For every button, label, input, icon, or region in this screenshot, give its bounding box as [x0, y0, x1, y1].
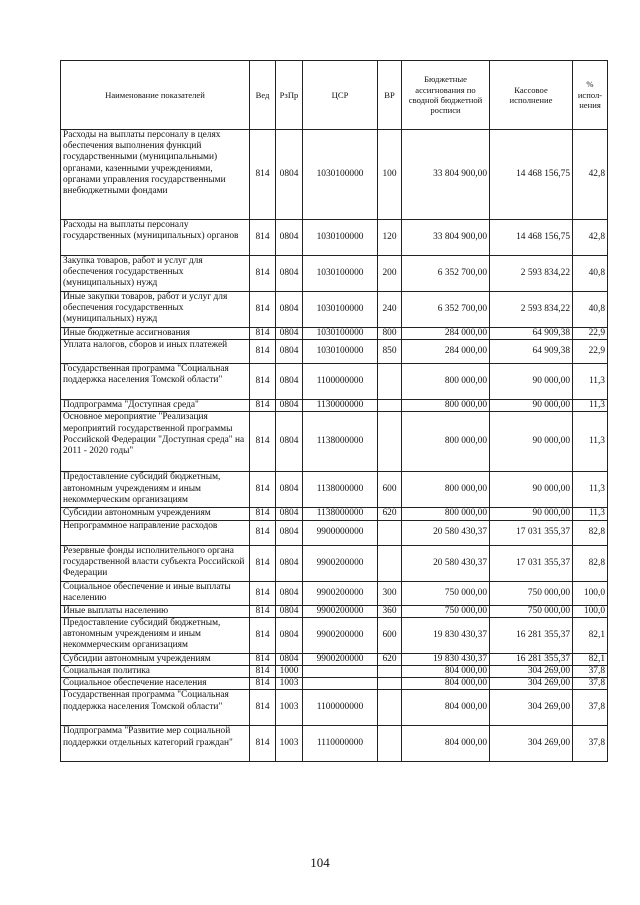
row-cash: 14 468 156,75 — [490, 220, 573, 256]
header-percent: % испол-нения — [573, 61, 608, 130]
row-ved: 814 — [250, 545, 276, 581]
row-budget: 804 000,00 — [402, 726, 490, 762]
row-cash: 16 281 355,37 — [490, 653, 573, 665]
header-cash: Кассовое исполнение — [490, 61, 573, 130]
row-cash: 17 031 355,37 — [490, 545, 573, 581]
row-ved: 814 — [250, 364, 276, 400]
row-percent: 82,8 — [573, 520, 608, 545]
table-row — [61, 220, 608, 256]
row-vr: 850 — [378, 340, 402, 364]
table-body — [61, 130, 608, 762]
row-csr: 1030100000 — [303, 130, 378, 220]
row-csr: 1100000000 — [303, 364, 378, 400]
row-vr: 620 — [378, 508, 402, 520]
row-ved: 814 — [250, 678, 276, 690]
row-vr — [378, 520, 402, 545]
row-cash: 64 909,38 — [490, 340, 573, 364]
row-vr — [378, 690, 402, 726]
row-rzpr: 0804 — [276, 328, 303, 340]
row-vr: 200 — [378, 256, 402, 292]
header-name: Наименование показателей — [61, 61, 250, 130]
row-budget: 750 000,00 — [402, 605, 490, 617]
row-name: Непрограммное направление расходов — [61, 520, 250, 545]
row-ved: 814 — [250, 690, 276, 726]
table-row — [61, 328, 608, 340]
row-vr: 620 — [378, 653, 402, 665]
row-name: Государственная программа "Социальная поддержка населения Томской области" — [61, 364, 250, 400]
row-name: Основное мероприятие "Реализация мероприятий государственной программы Российской Федерации "Доступная среда" на 2011 - 2020 годы" — [61, 412, 250, 472]
row-ved: 814 — [250, 220, 276, 256]
row-cash: 16 281 355,37 — [490, 617, 573, 653]
row-budget: 33 804 900,00 — [402, 220, 490, 256]
row-ved: 814 — [250, 520, 276, 545]
row-csr: 1130000000 — [303, 400, 378, 412]
table-row — [61, 400, 608, 412]
row-csr: 9900200000 — [303, 605, 378, 617]
row-cash: 17 031 355,37 — [490, 520, 573, 545]
table-row — [61, 508, 608, 520]
row-vr — [378, 412, 402, 472]
row-cash: 90 000,00 — [490, 412, 573, 472]
row-rzpr: 0804 — [276, 340, 303, 364]
row-cash: 304 269,00 — [490, 726, 573, 762]
row-ved: 814 — [250, 292, 276, 328]
row-csr: 1030100000 — [303, 340, 378, 364]
row-csr: 1030100000 — [303, 256, 378, 292]
row-csr: 9900200000 — [303, 545, 378, 581]
row-budget: 19 830 430,37 — [402, 617, 490, 653]
row-ved: 814 — [250, 605, 276, 617]
row-ved: 814 — [250, 412, 276, 472]
row-ved: 814 — [250, 581, 276, 605]
header-csr: ЦСР — [303, 61, 378, 130]
row-cash: 2 593 834,22 — [490, 256, 573, 292]
row-ved: 814 — [250, 508, 276, 520]
row-csr — [303, 666, 378, 678]
row-name: Резервные фонды исполнительного органа государственной власти субъекта Российской Федерации — [61, 545, 250, 581]
row-vr — [378, 364, 402, 400]
row-vr — [378, 678, 402, 690]
row-budget: 6 352 700,00 — [402, 292, 490, 328]
row-name: Социальная политика — [61, 666, 250, 678]
row-ved: 814 — [250, 328, 276, 340]
table-row — [61, 412, 608, 472]
row-vr: 300 — [378, 581, 402, 605]
row-csr: 1110000000 — [303, 726, 378, 762]
row-rzpr: 0804 — [276, 472, 303, 508]
budget-execution-table — [60, 60, 608, 762]
row-csr: 1138000000 — [303, 508, 378, 520]
row-csr: 9900200000 — [303, 653, 378, 665]
row-name: Закупка товаров, работ и услуг для обеспечения государственных (муниципальных) нужд — [61, 256, 250, 292]
row-percent: 11,3 — [573, 412, 608, 472]
row-rzpr: 1003 — [276, 690, 303, 726]
table-row — [61, 292, 608, 328]
row-name: Расходы на выплаты персоналу государственных (муниципальных) органов — [61, 220, 250, 256]
row-percent: 82,8 — [573, 545, 608, 581]
row-budget: 20 580 430,37 — [402, 545, 490, 581]
row-vr — [378, 400, 402, 412]
row-budget: 804 000,00 — [402, 690, 490, 726]
row-budget: 20 580 430,37 — [402, 520, 490, 545]
row-ved: 814 — [250, 726, 276, 762]
row-percent: 42,8 — [573, 130, 608, 220]
row-cash: 90 000,00 — [490, 364, 573, 400]
row-budget: 284 000,00 — [402, 340, 490, 364]
row-vr: 360 — [378, 605, 402, 617]
row-csr: 1138000000 — [303, 472, 378, 508]
row-csr: 1030100000 — [303, 292, 378, 328]
row-rzpr: 0804 — [276, 292, 303, 328]
row-vr — [378, 726, 402, 762]
row-rzpr: 1003 — [276, 726, 303, 762]
row-rzpr: 0804 — [276, 520, 303, 545]
row-rzpr: 0804 — [276, 581, 303, 605]
table-row — [61, 617, 608, 653]
row-rzpr: 0804 — [276, 220, 303, 256]
table-row — [61, 472, 608, 508]
row-budget: 19 830 430,37 — [402, 653, 490, 665]
row-budget: 800 000,00 — [402, 364, 490, 400]
row-cash: 90 000,00 — [490, 472, 573, 508]
row-budget: 284 000,00 — [402, 328, 490, 340]
row-csr: 9900000000 — [303, 520, 378, 545]
row-percent: 82,1 — [573, 617, 608, 653]
table-header — [61, 61, 608, 130]
row-ved: 814 — [250, 130, 276, 220]
row-percent: 22,9 — [573, 340, 608, 364]
row-cash: 304 269,00 — [490, 690, 573, 726]
row-rzpr: 0804 — [276, 256, 303, 292]
row-rzpr: 0804 — [276, 130, 303, 220]
row-percent: 42,8 — [573, 220, 608, 256]
row-percent: 37,8 — [573, 678, 608, 690]
row-name: Социальное обеспечение населения — [61, 678, 250, 690]
row-rzpr: 0804 — [276, 653, 303, 665]
row-rzpr: 1000 — [276, 666, 303, 678]
table-row — [61, 340, 608, 364]
row-budget: 750 000,00 — [402, 581, 490, 605]
row-budget: 800 000,00 — [402, 400, 490, 412]
table-row — [61, 581, 608, 605]
row-rzpr: 0804 — [276, 508, 303, 520]
row-rzpr: 0804 — [276, 400, 303, 412]
row-budget: 804 000,00 — [402, 666, 490, 678]
row-rzpr: 0804 — [276, 412, 303, 472]
row-name: Расходы на выплаты персоналу в целях обеспечения выполнения функций государственными (муниципальными) органами, казенными учреждениями, органами управления государственными внебюджетными фондами — [61, 130, 250, 220]
row-cash: 2 593 834,22 — [490, 292, 573, 328]
row-cash: 750 000,00 — [490, 605, 573, 617]
row-percent: 11,3 — [573, 508, 608, 520]
row-csr: 1138000000 — [303, 412, 378, 472]
row-name: Социальное обеспечение и иные выплаты населению — [61, 581, 250, 605]
row-cash: 90 000,00 — [490, 508, 573, 520]
table-row — [61, 678, 608, 690]
row-percent: 11,3 — [573, 364, 608, 400]
row-name: Уплата налогов, сборов и иных платежей — [61, 340, 250, 364]
header-budget: Бюджетные ассигнования по сводной бюджетной росписи — [402, 61, 490, 130]
row-percent: 100,0 — [573, 605, 608, 617]
row-name: Иные закупки товаров, работ и услуг для обеспечения государственных (муниципальных) нужд — [61, 292, 250, 328]
row-name: Государственная программа "Социальная поддержка населения Томской области" — [61, 690, 250, 726]
row-csr: 1030100000 — [303, 220, 378, 256]
row-csr: 9900200000 — [303, 581, 378, 605]
row-percent: 11,3 — [573, 400, 608, 412]
row-budget: 800 000,00 — [402, 412, 490, 472]
table-row — [61, 364, 608, 400]
row-rzpr: 0804 — [276, 605, 303, 617]
row-budget: 800 000,00 — [402, 508, 490, 520]
table-row — [61, 545, 608, 581]
row-ved: 814 — [250, 617, 276, 653]
row-ved: 814 — [250, 340, 276, 364]
row-ved: 814 — [250, 400, 276, 412]
row-cash: 750 000,00 — [490, 581, 573, 605]
row-percent: 37,8 — [573, 666, 608, 678]
row-name: Иные бюджетные ассигнования — [61, 328, 250, 340]
row-cash: 304 269,00 — [490, 678, 573, 690]
row-percent: 22,9 — [573, 328, 608, 340]
row-percent: 40,8 — [573, 256, 608, 292]
row-percent: 37,8 — [573, 726, 608, 762]
row-csr — [303, 678, 378, 690]
table-row — [61, 726, 608, 762]
table-row — [61, 130, 608, 220]
row-percent: 11,3 — [573, 472, 608, 508]
row-name: Предоставление субсидий бюджетным, автономным учреждениям и иным некоммерческим организациям — [61, 472, 250, 508]
row-vr: 240 — [378, 292, 402, 328]
page-number: 104 — [310, 855, 330, 870]
row-percent: 100,0 — [573, 581, 608, 605]
row-percent: 37,8 — [573, 690, 608, 726]
row-ved: 814 — [250, 666, 276, 678]
table-row — [61, 520, 608, 545]
row-name: Подпрограмма "Доступная среда" — [61, 400, 250, 412]
row-rzpr: 1003 — [276, 678, 303, 690]
row-ved: 814 — [250, 472, 276, 508]
row-rzpr: 0804 — [276, 545, 303, 581]
row-vr: 800 — [378, 328, 402, 340]
header-ved: Вед — [250, 61, 276, 130]
table-row — [61, 256, 608, 292]
row-budget: 6 352 700,00 — [402, 256, 490, 292]
row-vr: 100 — [378, 130, 402, 220]
table-row — [61, 666, 608, 678]
header-rzpr: РзПр — [276, 61, 303, 130]
row-name: Субсидии автономным учреждениям — [61, 508, 250, 520]
row-ved: 814 — [250, 256, 276, 292]
row-cash: 304 269,00 — [490, 666, 573, 678]
row-name: Подпрограмма "Развитие мер социальной поддержки отдельных категорий граждан" — [61, 726, 250, 762]
row-budget: 804 000,00 — [402, 678, 490, 690]
row-csr: 9900200000 — [303, 617, 378, 653]
row-budget: 33 804 900,00 — [402, 130, 490, 220]
table-row — [61, 605, 608, 617]
row-name: Субсидии автономным учреждениям — [61, 653, 250, 665]
row-cash: 14 468 156,75 — [490, 130, 573, 220]
table-row — [61, 690, 608, 726]
row-cash: 90 000,00 — [490, 400, 573, 412]
row-rzpr: 0804 — [276, 617, 303, 653]
row-name: Иные выплаты населению — [61, 605, 250, 617]
row-csr: 1030100000 — [303, 328, 378, 340]
row-vr: 600 — [378, 617, 402, 653]
row-ved: 814 — [250, 653, 276, 665]
row-vr: 600 — [378, 472, 402, 508]
row-rzpr: 0804 — [276, 364, 303, 400]
row-vr — [378, 666, 402, 678]
row-percent: 40,8 — [573, 292, 608, 328]
row-percent: 82,1 — [573, 653, 608, 665]
table-row — [61, 653, 608, 665]
row-cash: 64 909,38 — [490, 328, 573, 340]
row-vr: 120 — [378, 220, 402, 256]
row-name: Предоставление субсидий бюджетным, автономным учреждениям и иным некоммерческим организациям — [61, 617, 250, 653]
row-vr — [378, 545, 402, 581]
header-vr: ВР — [378, 61, 402, 130]
row-csr: 1100000000 — [303, 690, 378, 726]
row-budget: 800 000,00 — [402, 472, 490, 508]
